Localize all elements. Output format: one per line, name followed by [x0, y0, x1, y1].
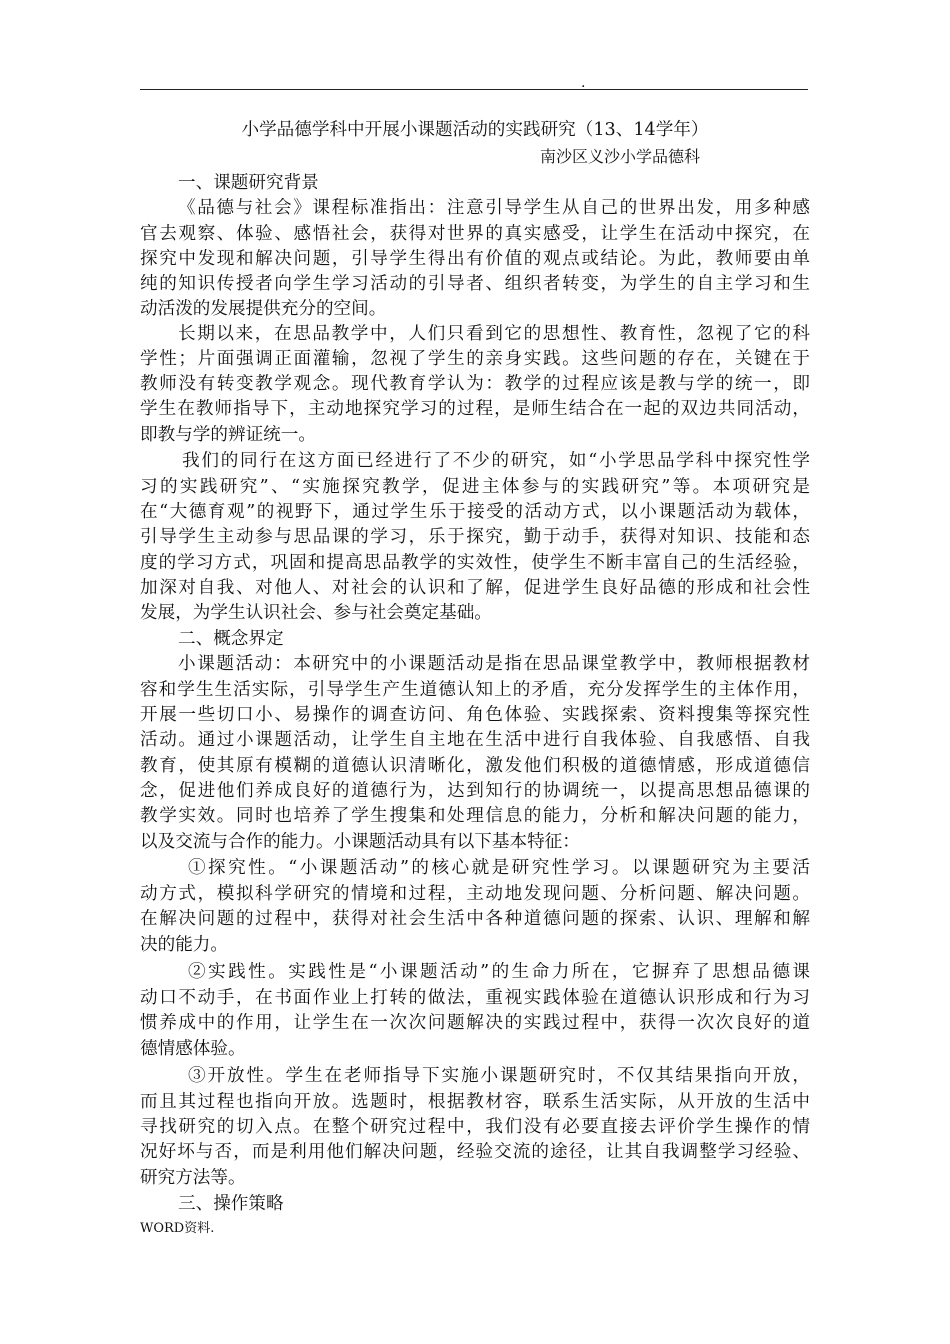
text-line: 加深对自我、对他人、对社会的认识和了解，促进学生良好品德的形成和社会性 [140, 578, 810, 598]
document-title: 小学品德学科中开展小课题活动的实践研究（13、14学年） [241, 120, 709, 140]
text-line: 念，促进他们养成良好的道德行为，达到知行的协调统一，以提高思想品德课的 [140, 781, 810, 801]
text-line: 而且其过程也指向开放。选题时，根据教材容，联系生活实际，从开放的生活中 [140, 1092, 810, 1112]
text-line: 官去观察、体验、感悟社会，获得对世界的真实感受，让学生在活动中探究，在 [140, 224, 810, 244]
text-line: 德情感体验。 [140, 1039, 246, 1059]
text-line: 纯的知识传授者向学生学习活动的引导者、组织者转变，为学生的自主学习和生 [140, 274, 810, 294]
text-line: 小课题活动：本研究中的小课题活动是指在思品课堂教学中，教师根据教材 [178, 654, 810, 674]
text-line: 我们的同行在这方面已经进行了不少的研究，如“小学思品学科中探究性学 [182, 451, 810, 471]
text-line: 学生在教师指导下，主动地探究学习的过程，是师生结合在一起的双边共同活动， [140, 399, 810, 419]
header-rule [140, 89, 808, 90]
text-line: 惯养成中的作用，让学生在一次次问题解决的实践过程中，获得一次次良好的道 [140, 1013, 810, 1033]
text-line: 度的学习方式，巩固和提高思品教学的实效性，使学生不断丰富自己的生活经验， [140, 553, 810, 573]
text-line: 引导学生主动参与思品课的学习，乐于探究，勤于动手，获得对知识、技能和态 [140, 527, 810, 547]
text-line: ②实践性。实践性是“小课题活动”的生命力所在，它摒弃了思想品德课 [188, 962, 810, 982]
text-line: 活动。通过小课题活动，让学生自主地在生活中进行自我体验、自我感悟、自我 [140, 730, 810, 750]
text-line: 教学实效。同时也培养了学生搜集和处理信息的能力，分析和解决问题的能力， [140, 806, 810, 826]
text-line: 以及交流与合作的能力。小课题活动具有以下基本特征： [140, 832, 580, 852]
text-line: 研究方法等。 [140, 1168, 246, 1188]
text-line: 动活泼的发展提供充分的空间。 [140, 299, 387, 319]
text-line: 动方式，模拟科学研究的情境和过程，主动地发现问题、分析问题、解决问题。 [140, 884, 810, 904]
text-line: 三、操作策略 [178, 1194, 284, 1214]
text-line: 长期以来，在思品教学中，人们只看到它的思想性、教育性，忽视了它的科 [178, 324, 810, 344]
text-line: 《品德与社会》课程标准指出：注意引导学生从自己的世界出发，用多种感 [178, 198, 810, 218]
text-line: 动口不动手，在书面作业上打转的做法，重视实践体验在道德认识形成和行为习 [140, 988, 810, 1008]
text-line: 学性；片面强调正面灌输，忽视了学生的亲身实践。这些问题的存在，关键在于 [140, 349, 810, 369]
text-line: 发展，为学生认识社会、参与社会奠定基础。 [140, 603, 492, 623]
text-line: ①探究性。“小课题活动”的核心就是研究性学习。以课题研究为主要活 [188, 858, 810, 878]
text-line: 即教与学的辨证统一。 [140, 425, 316, 445]
text-line: 况好坏与否，而是利用他们解决问题，经验交流的途径，让其自我调整学习经验、 [140, 1142, 810, 1162]
header-dot: . [581, 75, 586, 91]
text-line: 在解决问题的过程中，获得对社会生活中各种道德问题的探索、认识、理解和解 [140, 909, 810, 929]
text-line: 寻找研究的切入点。在整个研究过程中，我们没有必要直接去评价学生操作的情 [140, 1117, 810, 1137]
text-line: 一、课题研究背景 [178, 173, 319, 193]
author-line: 南沙区义沙小学品德科 [540, 147, 701, 166]
text-line: ③开放性。学生在老师指导下实施小课题研究时，不仅其结果指向开放， [188, 1066, 810, 1086]
text-line: 容和学生生活实际，引导学生产生道德认知上的矛盾，充分发挥学生的主体作用， [140, 680, 810, 700]
text-line: 教师没有转变教学观念。现代教育学认为：教学的过程应该是教与学的统一，即 [140, 374, 810, 394]
text-line: 开展一些切口小、易操作的调查访问、角色体验、实践探索、资料搜集等探究性 [140, 705, 810, 725]
text-line: 决的能力。 [140, 935, 228, 955]
text-line: 习的实践研究”、“实施探究教学，促进主体参与的实践研究”等。本项研究是 [140, 477, 810, 497]
text-line: 在“大德育观”的视野下，通过学生乐于接受的活动方式，以小课题活动为载体， [140, 502, 810, 522]
text-line: 二、概念界定 [178, 629, 284, 649]
text-line: 教育，使其原有模糊的道德认识清晰化，激发他们积极的道德情感，形成道德信 [140, 756, 810, 776]
footer-text: WORD资料. [140, 1221, 215, 1236]
text-line: 探究中发现和解决问题，引导学生得出有价值的观点或结论。为此，教师要由单 [140, 249, 810, 269]
